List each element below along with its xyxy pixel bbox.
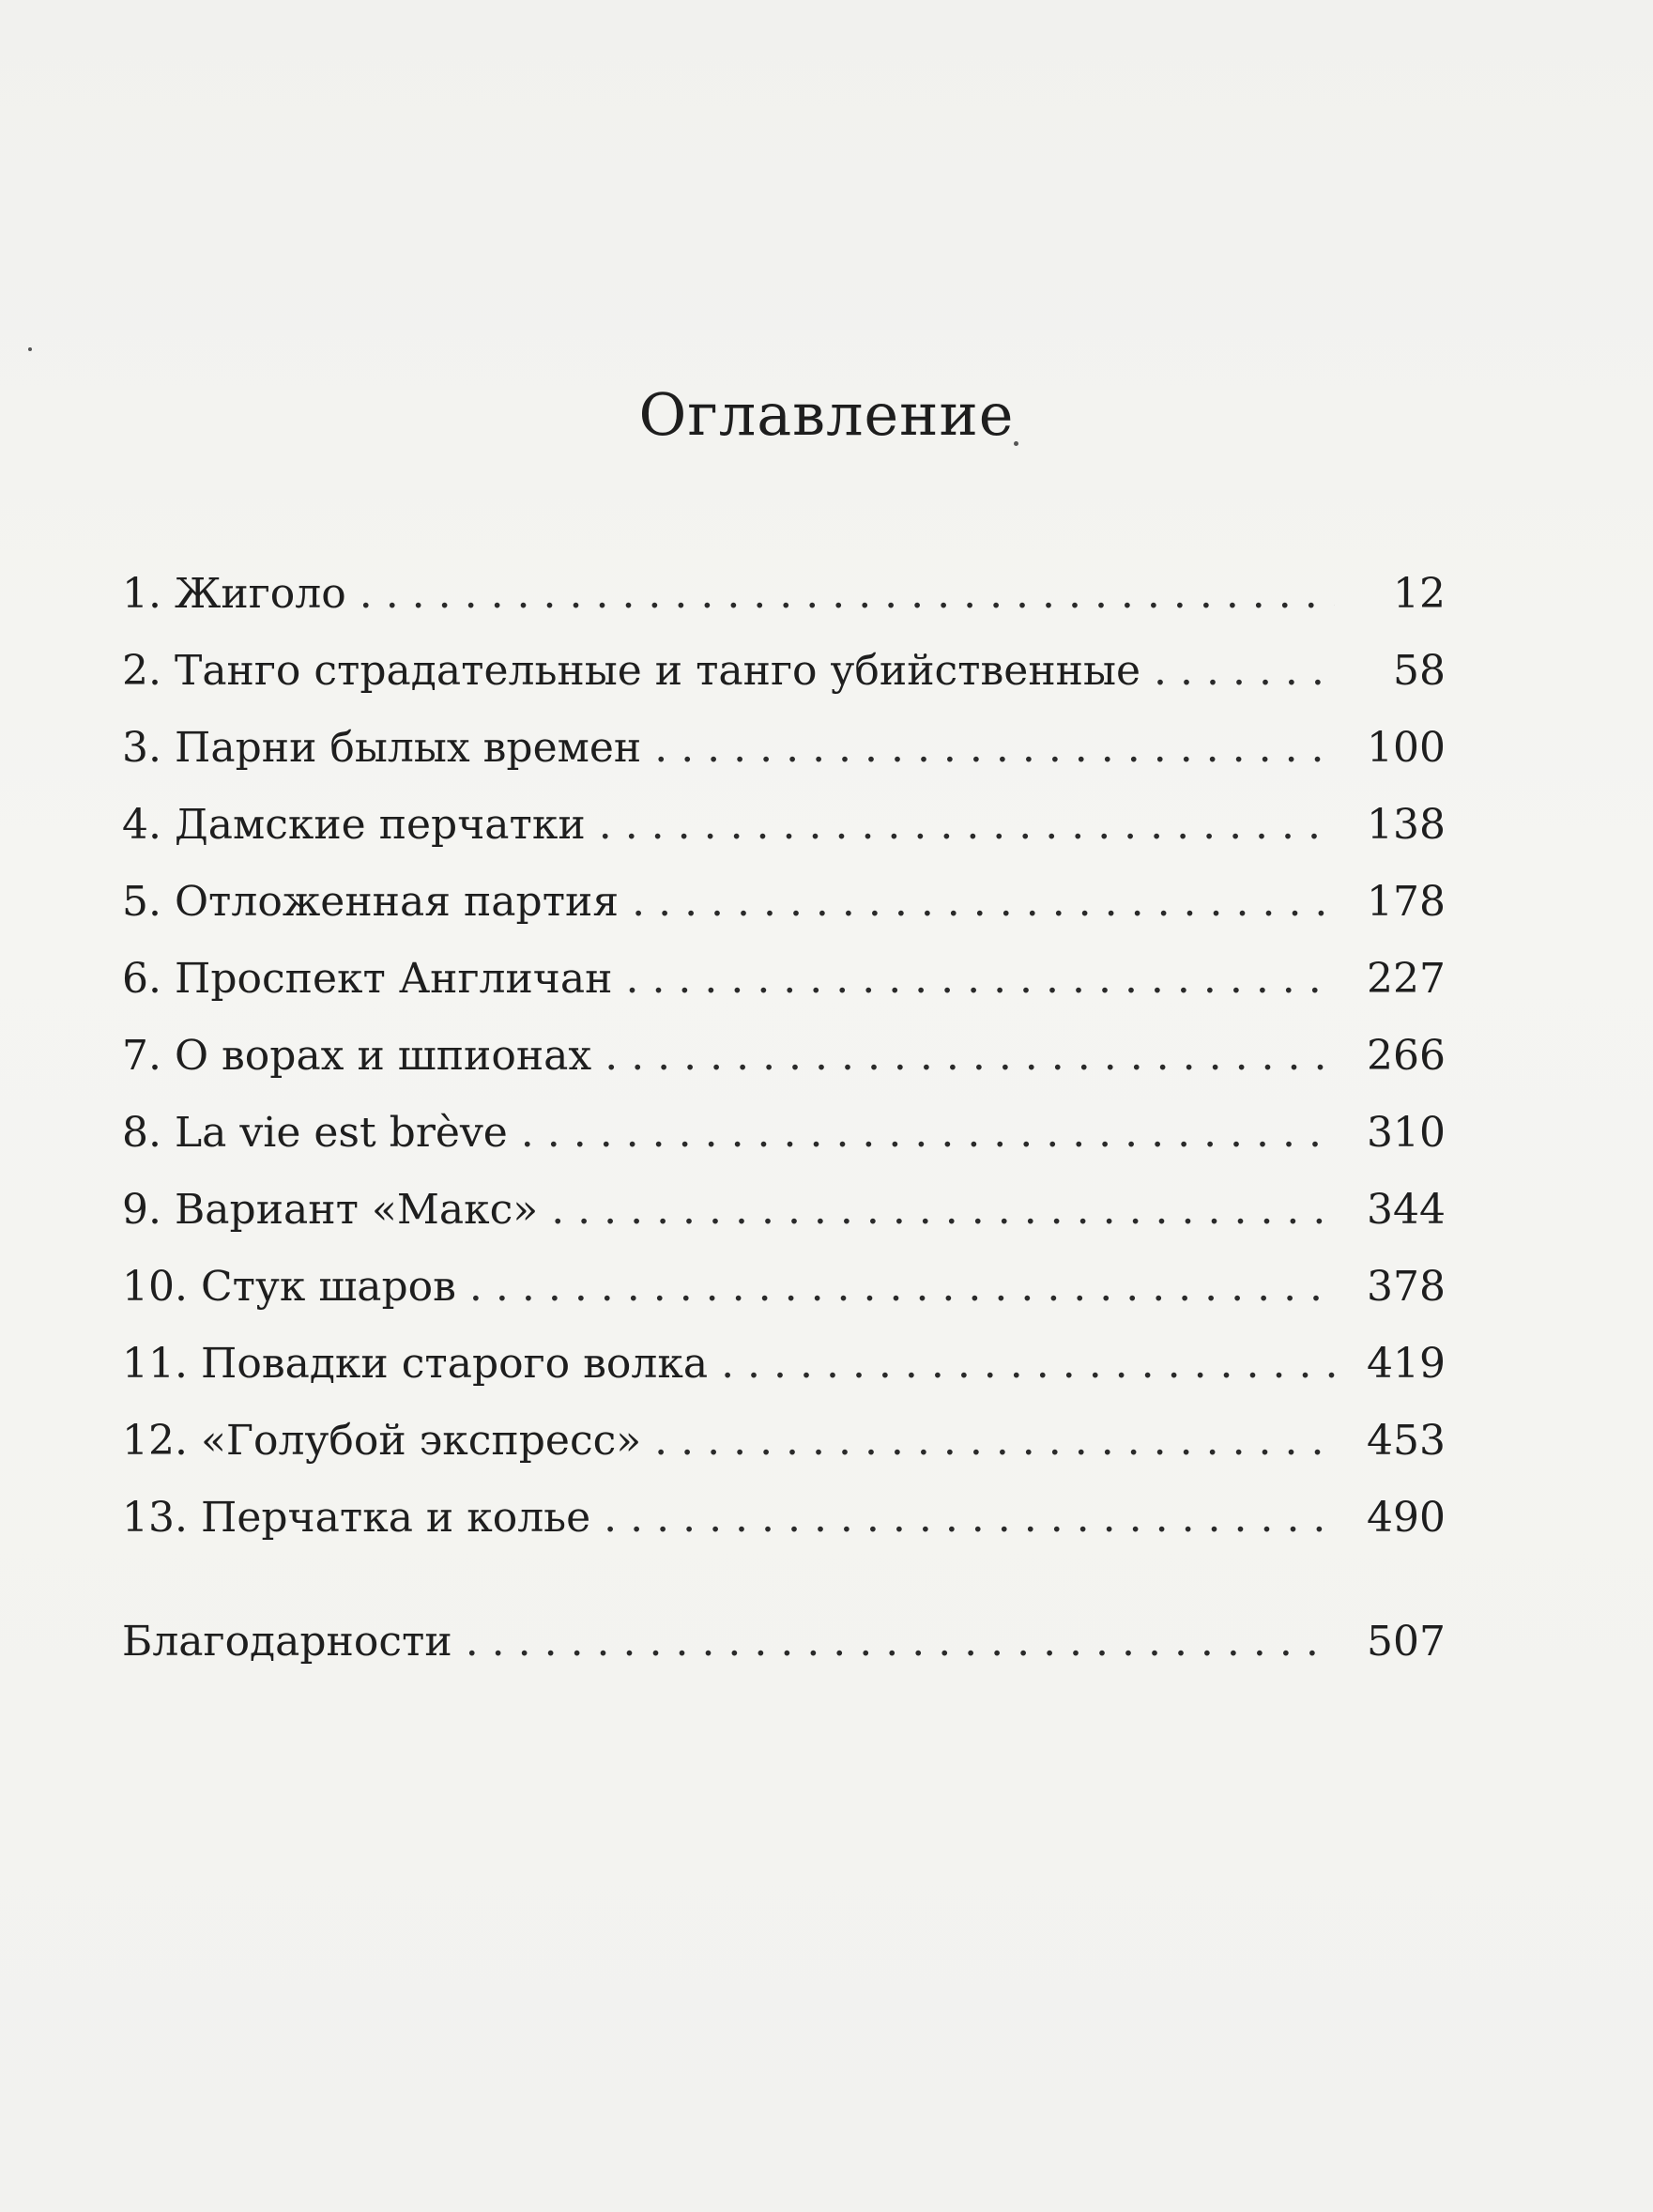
- toc-entry: [122, 1480, 1446, 1557]
- toc-entry-title: 12. «Голубой экспресс»: [122, 1417, 642, 1465]
- toc-entry: [122, 710, 1446, 787]
- dot-leader: [551, 1172, 1335, 1249]
- dot-leader: [604, 1480, 1335, 1557]
- toc-entry-page: 378: [1367, 1263, 1446, 1311]
- toc-entry-page: 138: [1367, 801, 1446, 849]
- toc-entry-title: 11. Повадки старого волка: [122, 1340, 709, 1388]
- dot-leader: [625, 941, 1335, 1018]
- dot-leader: [599, 787, 1335, 864]
- toc-entry-page: 490: [1367, 1494, 1446, 1542]
- toc-entry-page: 227: [1367, 955, 1446, 1003]
- print-speck: [28, 347, 32, 351]
- toc-entry-page: 266: [1367, 1032, 1446, 1080]
- dot-leader: [654, 1403, 1335, 1480]
- toc-entry-page: 453: [1367, 1417, 1446, 1465]
- toc-entry: [122, 1326, 1446, 1403]
- toc-entry-title: 7. О ворах и шпионах: [122, 1032, 592, 1080]
- toc-entry-title: 2. Танго страдательные и танго убийственные: [122, 647, 1141, 695]
- toc-entry-page: 58: [1393, 647, 1446, 695]
- dot-leader: [654, 710, 1335, 787]
- toc-entry-title: 8. La vie est brève: [122, 1109, 508, 1157]
- toc-entry: [122, 556, 1446, 633]
- dot-leader: [721, 1326, 1335, 1403]
- page-title: Оглавление: [638, 380, 1015, 449]
- toc-entry: [122, 1249, 1446, 1326]
- toc-entry: [122, 787, 1446, 864]
- toc-entry-page: 419: [1367, 1340, 1446, 1388]
- toc-entry: [122, 1095, 1446, 1172]
- toc-entry-title: 10. Стук шаров: [122, 1263, 456, 1311]
- toc-entry: [122, 1172, 1446, 1249]
- dot-leader: [605, 1018, 1335, 1095]
- toc-entry: [122, 864, 1446, 941]
- toc-entry-page: 12: [1393, 570, 1446, 618]
- dot-leader: [1154, 633, 1335, 710]
- dot-leader: [469, 1249, 1335, 1326]
- toc-entry: [122, 941, 1446, 1018]
- toc-entry-title: 5. Отложенная партия: [122, 878, 620, 926]
- toc-entry-title: 4. Дамские перчатки: [122, 801, 586, 849]
- toc-entry-title: 1. Жиголо: [122, 570, 346, 618]
- toc-entry: [122, 633, 1446, 710]
- dot-leader: [466, 1604, 1335, 1681]
- toc-entry-title: 13. Перчатка и колье: [122, 1494, 591, 1542]
- table-of-contents: [122, 556, 1446, 1681]
- toc-entry-title: 9. Вариант «Макс»: [122, 1186, 539, 1234]
- dot-leader: [632, 864, 1335, 941]
- toc-entry: [122, 1403, 1446, 1480]
- toc-entry-page: 100: [1367, 724, 1446, 772]
- toc-entry-acknowledgements: [122, 1604, 1446, 1681]
- toc-entry-page: 310: [1367, 1109, 1446, 1157]
- toc-entry-page: 178: [1367, 878, 1446, 926]
- toc-entry-title: 3. Парни былых времен: [122, 724, 642, 772]
- toc-entry-page: 507: [1367, 1618, 1446, 1666]
- toc-entry-title: 6. Проспект Англичан: [122, 955, 613, 1003]
- dot-leader: [521, 1095, 1335, 1172]
- toc-entry-title: Благодарности: [122, 1618, 452, 1666]
- toc-entry: [122, 1018, 1446, 1095]
- dot-leader: [360, 556, 1335, 633]
- section-spacer: [122, 1557, 1446, 1604]
- toc-entry-page: 344: [1367, 1186, 1446, 1234]
